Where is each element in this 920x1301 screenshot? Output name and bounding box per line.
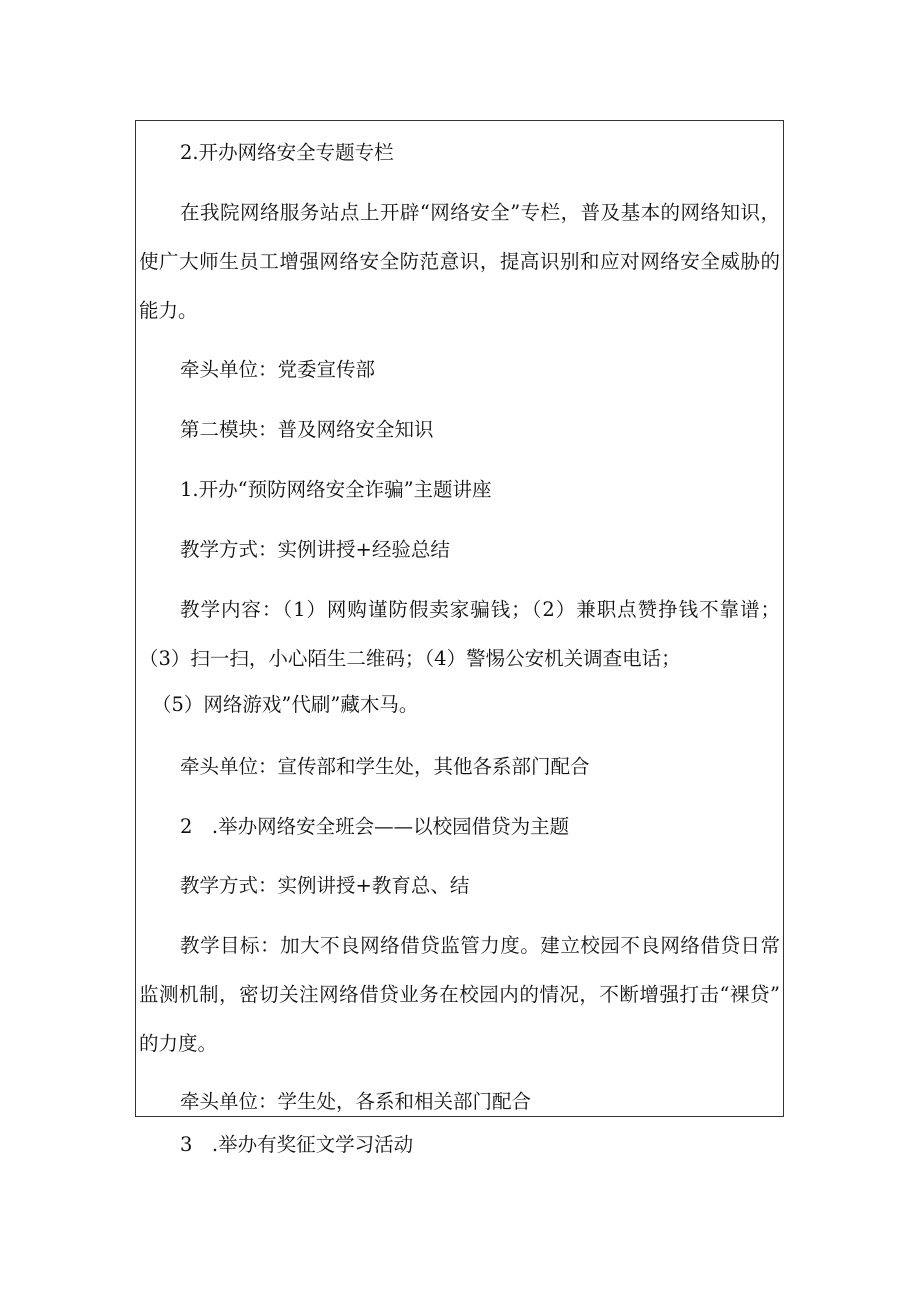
teaching-goal-line: 教学目标：加大不良网络借贷监管力度。建立校园不良网络借贷日常 bbox=[180, 934, 780, 957]
teaching-goal-line: 监测机制，密切关注网络借贷业务在校园内的情况，不断增强打击“裸贷” bbox=[139, 983, 780, 1006]
section-heading-essay: 3 .举办有奖征文学习活动 bbox=[180, 1133, 414, 1156]
lead-unit-line: 牵头单位：宣传部和学生处，其他各系部门配合 bbox=[180, 755, 590, 778]
teaching-method-line: 教学方式：实例讲授+经验总结 bbox=[180, 538, 450, 561]
module-heading: 第二模块：普及网络安全知识 bbox=[180, 418, 434, 441]
teaching-goal-line: 的力度。 bbox=[139, 1032, 218, 1055]
lead-unit-line: 牵头单位：学生处，各系和相关部门配合 bbox=[180, 1090, 532, 1113]
teaching-content-line: 教学内容：（1）网购谨防假卖家骗钱；（2）兼职点赞挣钱不靠谱； bbox=[180, 598, 780, 621]
section-heading-class-meeting: 2 .举办网络安全班会——以校园借贷为主题 bbox=[180, 815, 570, 838]
paragraph-line: 使广大师生员工增强网络安全防范意识，提高识别和应对网络安全威胁的 bbox=[139, 250, 780, 273]
teaching-method-line: 教学方式：实例讲授+教育总、结 bbox=[180, 874, 470, 897]
teaching-content-line: （3）扫一扫，小心陌生二维码；（4）警惕公安机关调查电话； bbox=[139, 647, 681, 670]
paragraph-line: 在我院网络服务站点上开辟“网络安全”专栏，普及基本的网络知识， bbox=[180, 201, 780, 224]
lead-unit-line: 牵头单位：党委宣传部 bbox=[180, 358, 376, 381]
teaching-content-line: （5）网络游戏”代刷”藏木马。 bbox=[152, 693, 419, 716]
paragraph-line: 能力。 bbox=[139, 299, 198, 322]
section-heading-lecture: 1.开办“预防网络安全诈骗”主题讲座 bbox=[180, 478, 492, 501]
section-heading-column: 2.开办网络安全专题专栏 bbox=[180, 141, 394, 164]
